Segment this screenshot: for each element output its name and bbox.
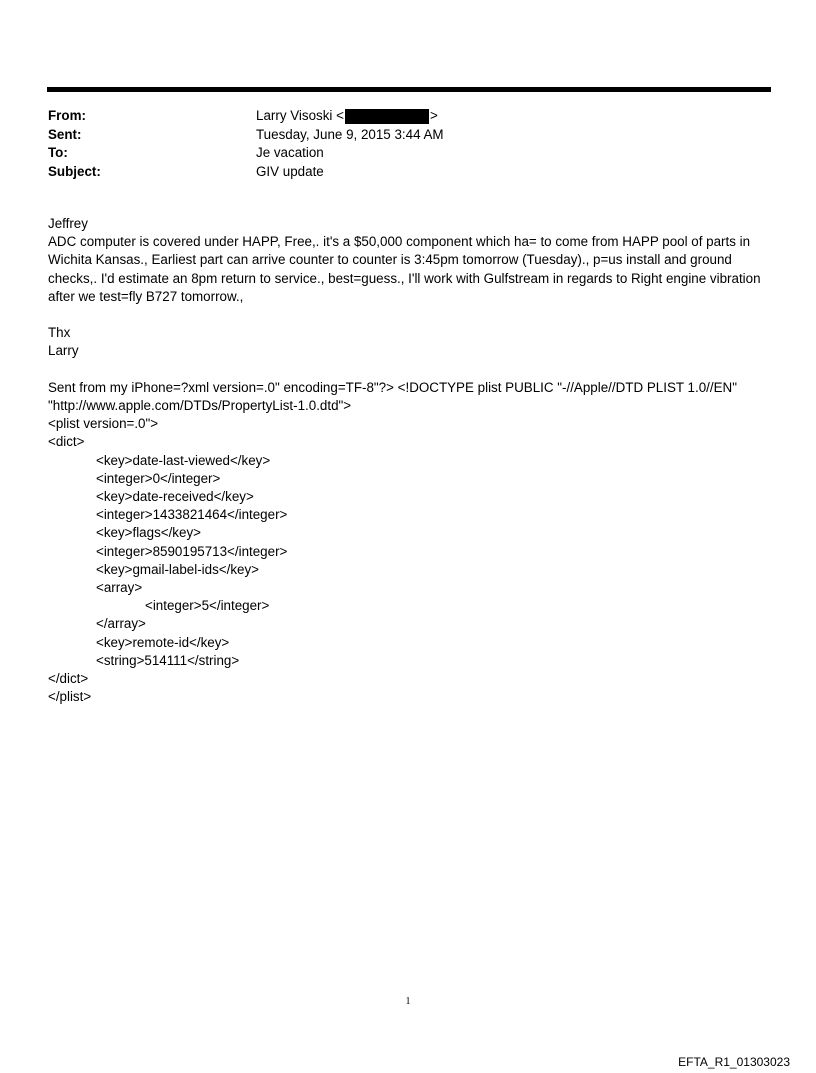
from-name: Larry Visoski < [256, 108, 344, 123]
greeting: Jeffrey [48, 216, 88, 231]
plist-line: </array> [96, 616, 146, 632]
plist-line: <integer>0</integer> [96, 470, 221, 486]
sent-value: Tuesday, June 9, 2015 3:44 AM [256, 126, 444, 142]
subject-label: Subject: [48, 163, 101, 179]
plist-line: <plist version=.0"> [48, 416, 159, 432]
sent-label: Sent: [48, 126, 82, 142]
message-paragraph: ADC computer is covered under HAPP, Free,. it's a $50,000 component which ha= to come from HAPP pool of parts in Wichita Kansas., Earliest part can arrive counter to counter is 3:45pm tomorrow (Tuesday)., p=us install and ground checks,. I'd estimate an 8pm return to service., best=guess., I'll work with Gulfstream in regards to Right engine vibration after we test=fly B727 tomorrow., [48, 234, 761, 304]
plist-line: <key>date-last-viewed</key> [96, 452, 271, 468]
plist-line: <array> [96, 580, 143, 596]
thanks-line: Thx [48, 325, 71, 341]
plist-line: <integer>5</integer> [145, 598, 270, 614]
sent-row [48, 126, 768, 145]
header-divider [47, 87, 771, 92]
from-row [48, 107, 768, 126]
subject-row [48, 163, 768, 182]
from-value [256, 107, 438, 126]
plist-line: <integer>8590195713</integer> [96, 543, 288, 559]
subject-value: GIV update [256, 163, 324, 179]
email-header [48, 107, 768, 181]
page-number: 1 [405, 996, 411, 1007]
plist-line: <key>remote-id</key> [96, 634, 230, 650]
email-body [48, 215, 774, 706]
signature: Larry [48, 343, 79, 359]
sent-from-line: Sent from my iPhone=?xml version=.0" encoding=TF-8"?> <!DOCTYPE plist PUBLIC "-//Apple//DTD PLIST 1.0//EN" "http://www.apple.com/DTDs/PropertyList-1.0.dtd"> [48, 379, 737, 413]
plist-line: <integer>1433821464</integer> [96, 507, 288, 523]
bates-number: EFTA_R1_01303023 [678, 1055, 790, 1069]
to-row [48, 144, 768, 163]
plist-line: <dict> [48, 434, 85, 450]
plist-line: </plist> [48, 689, 92, 705]
to-label: To: [48, 145, 68, 161]
plist-line: <string>514111</string> [96, 652, 240, 668]
from-label: From: [48, 108, 86, 123]
plist-line: <key>flags</key> [96, 525, 201, 541]
plist-line: </dict> [48, 671, 89, 687]
from-close: > [429, 108, 438, 123]
plist-line: <key>gmail-label-ids</key> [96, 561, 260, 577]
to-value: Je vacation [256, 145, 324, 161]
plist-line: <key>date-received</key> [96, 489, 254, 505]
redaction-box [345, 109, 429, 124]
